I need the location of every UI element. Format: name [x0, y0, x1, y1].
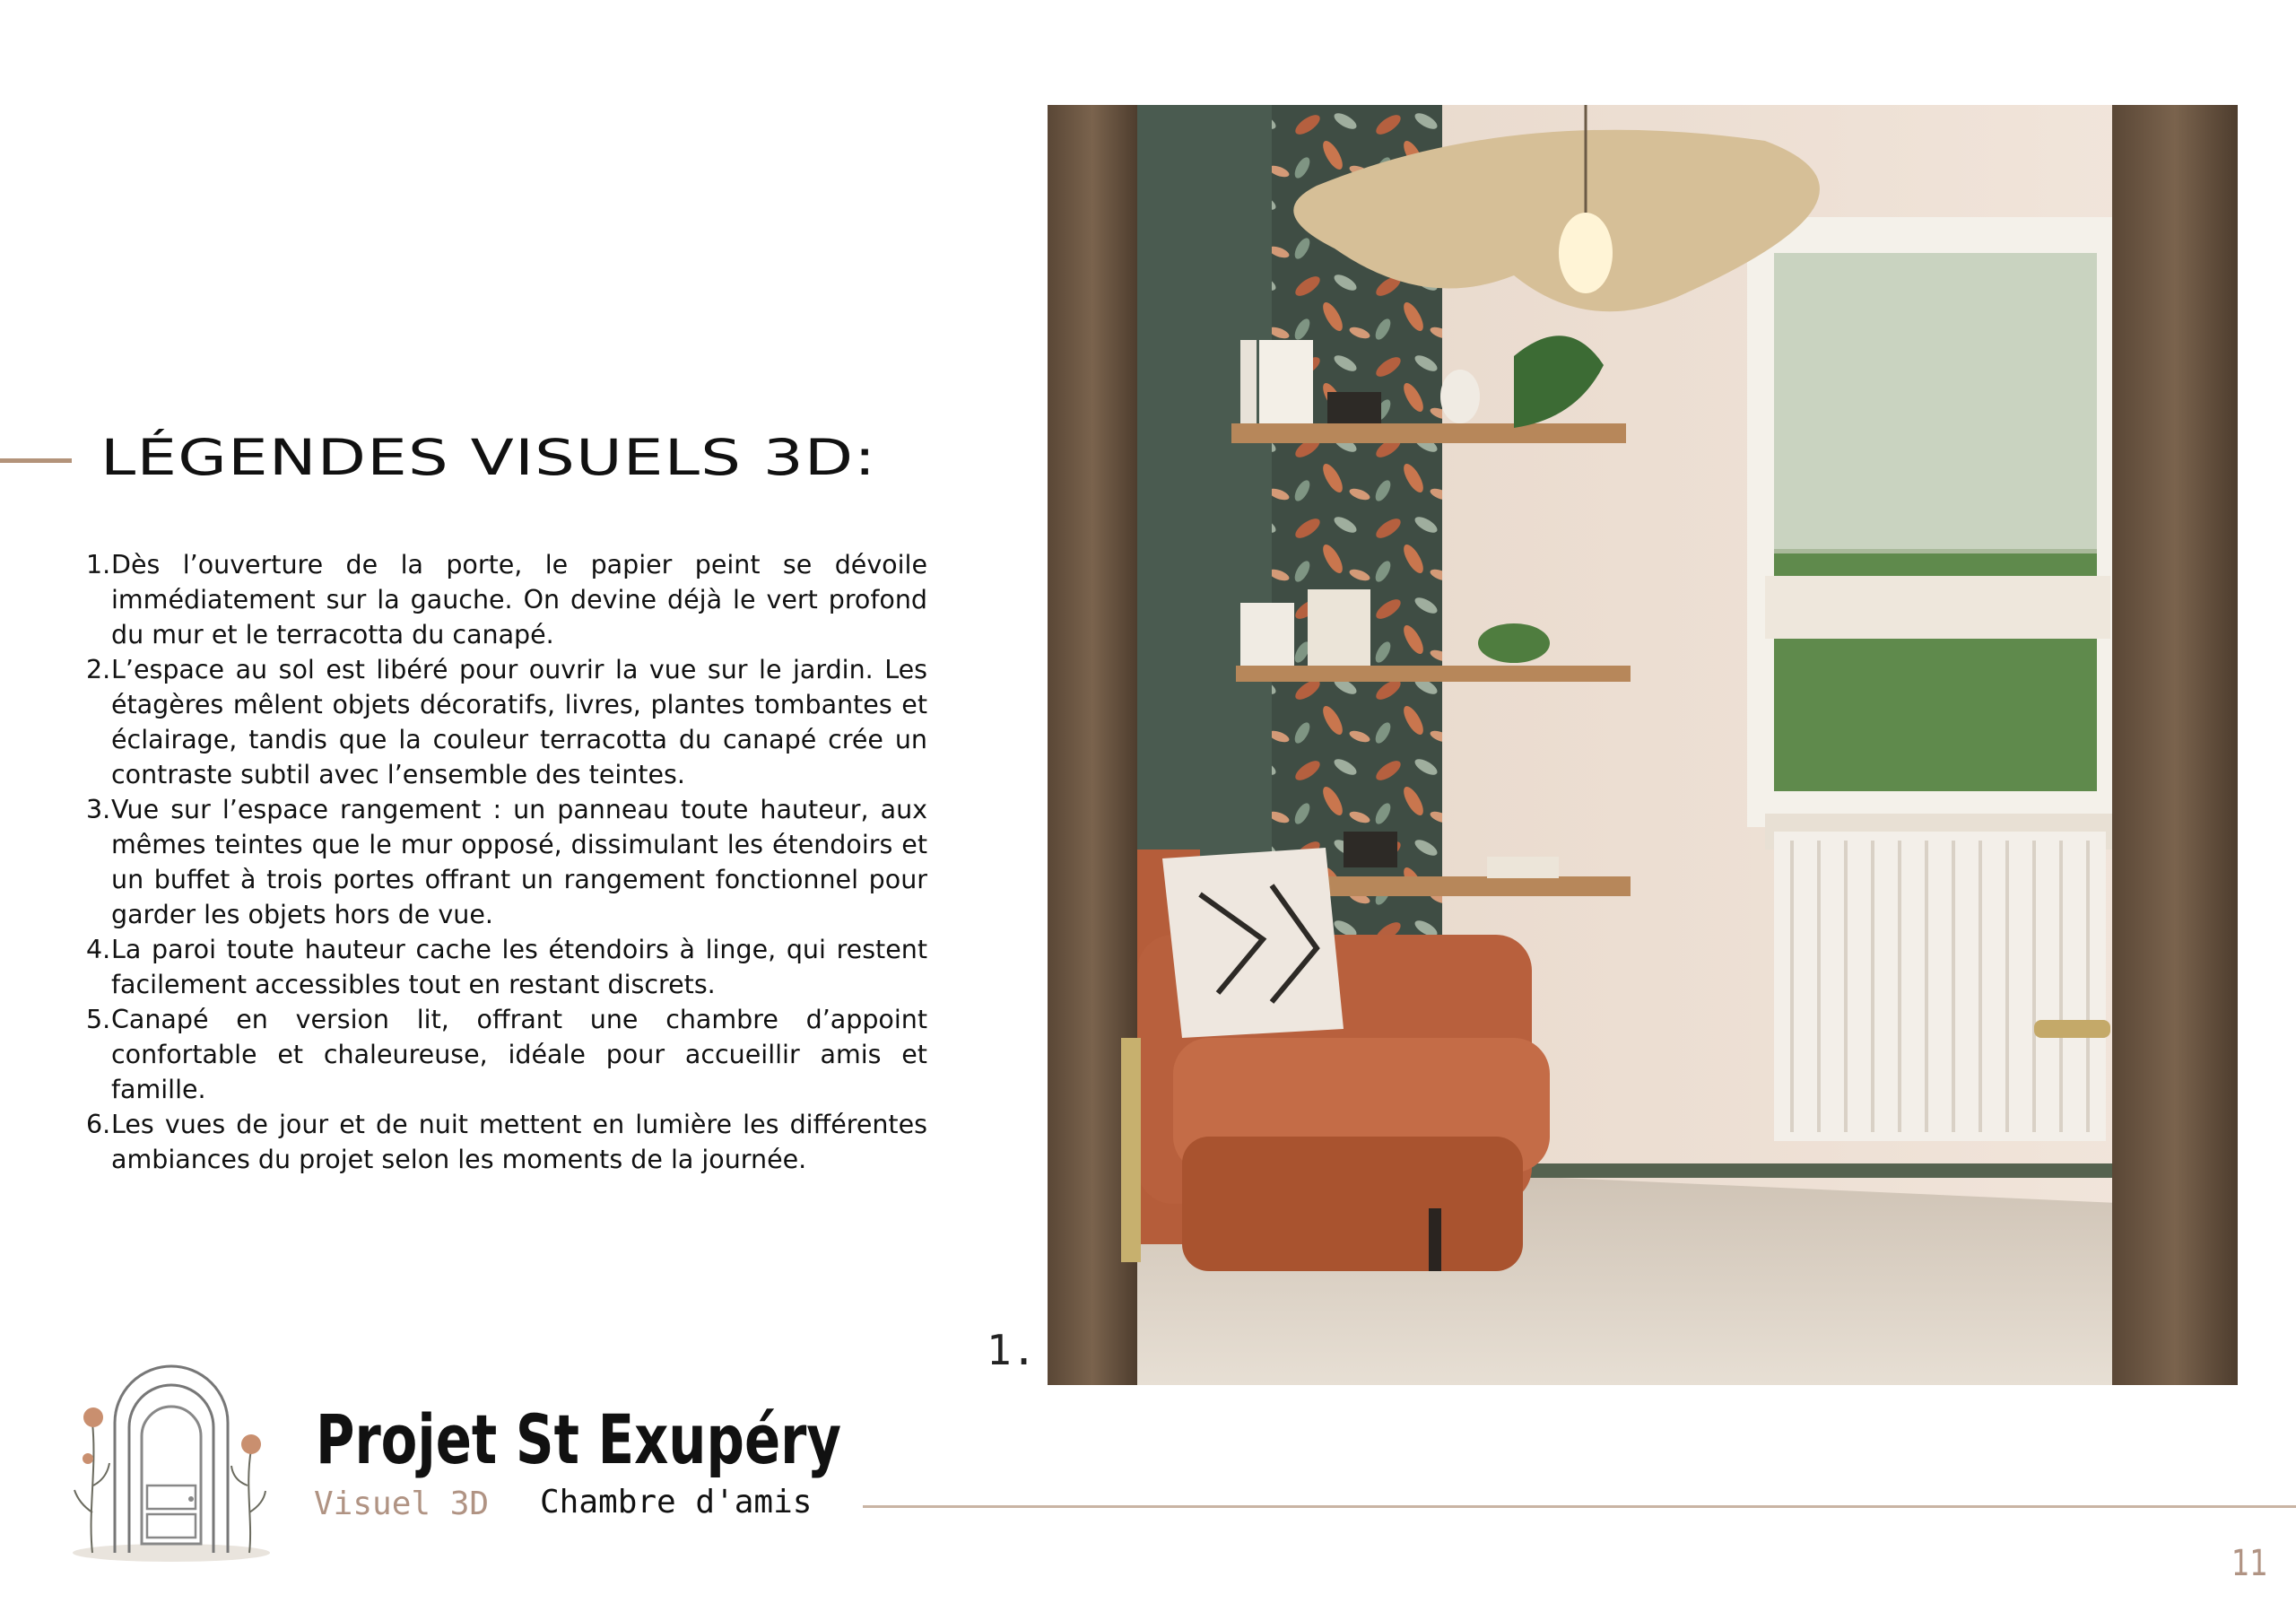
legend-text: La paroi toute hauteur cache les étendoirs à linge, qui restent facilement accessibles tout en restant discrets.	[111, 935, 927, 999]
legend-item	[86, 1002, 927, 1107]
legend-number: 5.	[86, 1005, 111, 1034]
page-number: 11	[2231, 1543, 2268, 1584]
legend-item	[86, 932, 927, 1002]
legend-item	[86, 547, 927, 652]
room-render-image	[1048, 105, 2238, 1385]
arched-door-logo-icon	[61, 1351, 282, 1566]
footer-divider	[863, 1505, 2296, 1508]
legend-list	[86, 547, 927, 1177]
subtitle-room: Chambre d'amis	[540, 1484, 813, 1521]
legend-item	[86, 652, 927, 792]
legend-text: Vue sur l’espace rangement : un panneau toute hauteur, aux mêmes teintes que le mur opposé, dissimulant les étendoirs et un buffet à trois portes offrant un rangement fonctionnel pour garder les objets hors de vue.	[111, 795, 927, 929]
legend-text: Les vues de jour et de nuit mettent en lumière les différentes ambiances du projet selon les moments de la journée.	[111, 1110, 927, 1174]
legend-text: L’espace au sol est libéré pour ouvrir la vue sur le jardin. Les étagères mêlent objets décoratifs, livres, plantes tombantes et éclairage, tandis que la couleur terracotta du canapé crée un contraste subtil avec l’ensemble des teintes.	[111, 655, 927, 789]
legend-number: 1.	[86, 550, 111, 579]
legend-item	[86, 1107, 927, 1177]
legend-number: 3.	[86, 795, 111, 824]
legend-number: 4.	[86, 935, 111, 964]
subtitle-visuel: Visuel 3D	[314, 1486, 490, 1522]
legend-number: 2.	[86, 655, 111, 684]
legend-number: 6.	[86, 1110, 111, 1139]
legend-item	[86, 792, 927, 932]
heading-accent-line	[0, 458, 72, 463]
legend-text: Canapé en version lit, offrant une chambre d’appoint confortable et chaleureuse, idéale pour accueillir amis et famille.	[111, 1005, 927, 1104]
legend-text: Dès l’ouverture de la porte, le papier peint se dévoile immédiatement sur la gauche. On devine déjà le vert profond du mur et le terracotta du canapé.	[111, 550, 927, 649]
project-title: Projet St Exupéry	[316, 1399, 842, 1479]
photo-number: 1.	[987, 1326, 1037, 1374]
page-heading: LÉGENDES VISUELS 3D:	[100, 429, 877, 486]
